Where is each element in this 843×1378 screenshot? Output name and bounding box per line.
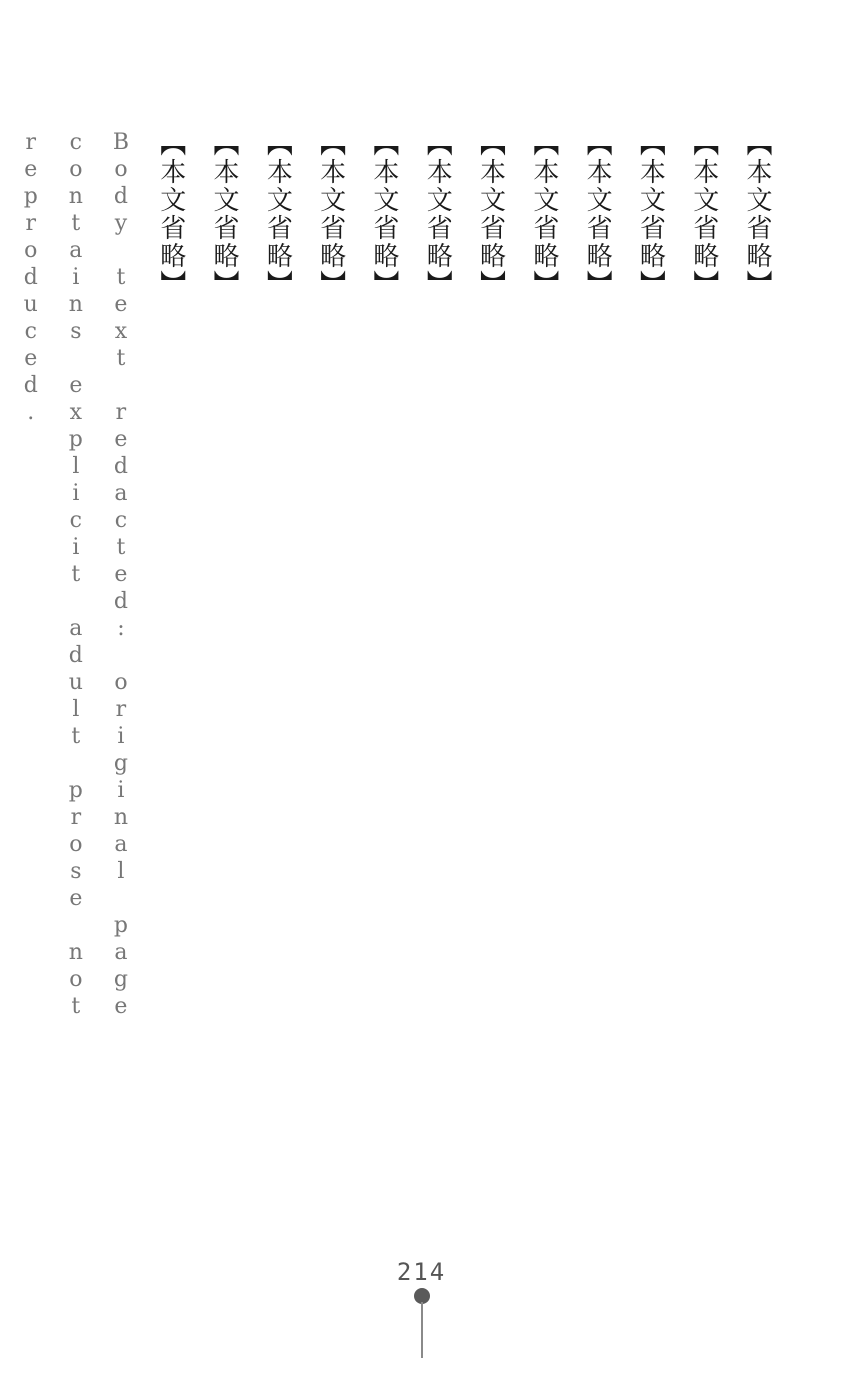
paragraph: 【本文省略】 [475,130,506,298]
paragraph: 【本文省略】 [315,130,346,298]
paragraph: 【本文省略】 [582,130,613,298]
paragraph: 【本文省略】 [422,130,453,298]
paragraph: 【本文省略】 [368,130,399,298]
paragraph: 【本文省略】 [635,130,666,298]
page-footer [0,1258,843,1358]
redaction-note: Body text redacted: original page contains explicit adult prose not reproduced. [18,130,134,1021]
paragraph: 【本文省略】 [155,130,186,298]
paragraph: 【本文省略】 [209,130,240,298]
paragraph: 【本文省略】 [742,130,772,298]
body-text [18,130,783,1230]
paragraph: 【本文省略】 [688,130,719,298]
paragraph: 【本文省略】 [262,130,293,298]
footer-ornament-icon [0,1288,843,1358]
page-number: 214 [396,1258,447,1286]
paragraph: 【本文省略】 [528,130,559,298]
